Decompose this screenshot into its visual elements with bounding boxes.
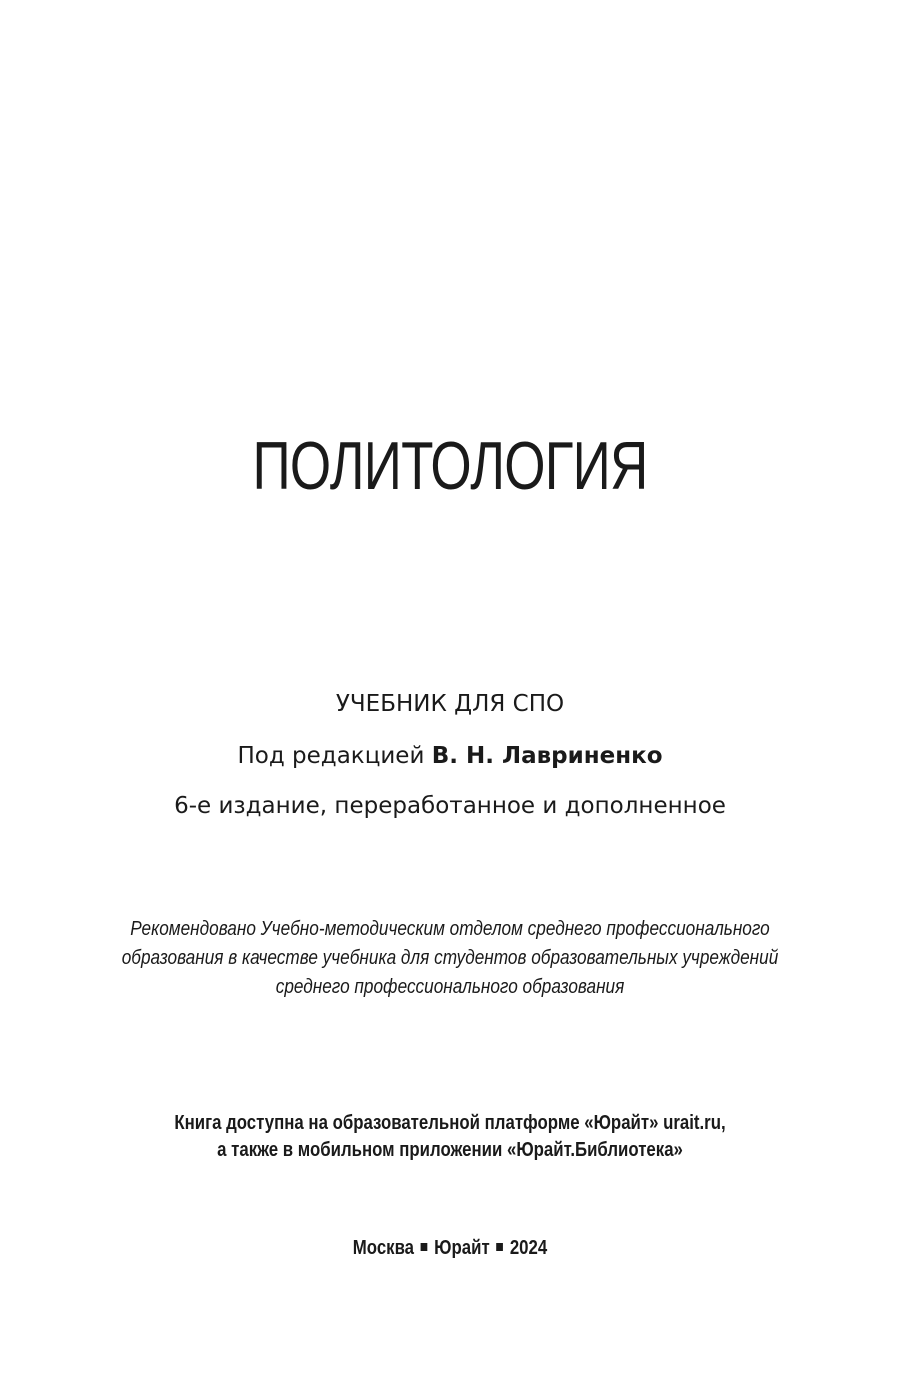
recommendation-line: Рекомендовано Учебно-методическим отделом среднего профессионального [130,918,770,940]
imprint-publisher: Юрайт [434,1237,490,1259]
square-separator-icon [496,1243,503,1251]
availability-line: Книга доступна на образовательной платформе «Юрайт» urait.ru, [174,1112,726,1134]
editor-line [0,740,900,772]
book-title: ПОЛИТОЛОГИЯ [252,428,648,504]
recommendation-block [63,915,837,1002]
book-type: УЧЕБНИК ДЛЯ СПО [335,691,565,717]
availability-block [72,1110,828,1164]
editor-prefix: Под редакцией [237,743,432,769]
recommendation-line: образования в качестве учебника для студентов образовательных учреждений [121,947,779,969]
editor-name: В. Н. Лавриненко [431,743,663,769]
edition-note: 6-е издание, переработанное и дополненное [174,793,726,819]
square-separator-icon [421,1243,428,1251]
availability-line: а также в мобильном приложении «Юрайт.Библиотека» [217,1139,683,1161]
imprint [72,1235,828,1261]
imprint-year: 2024 [509,1237,548,1259]
imprint-city: Москва [352,1237,415,1259]
recommendation-line: среднего профессионального образования [275,976,625,998]
